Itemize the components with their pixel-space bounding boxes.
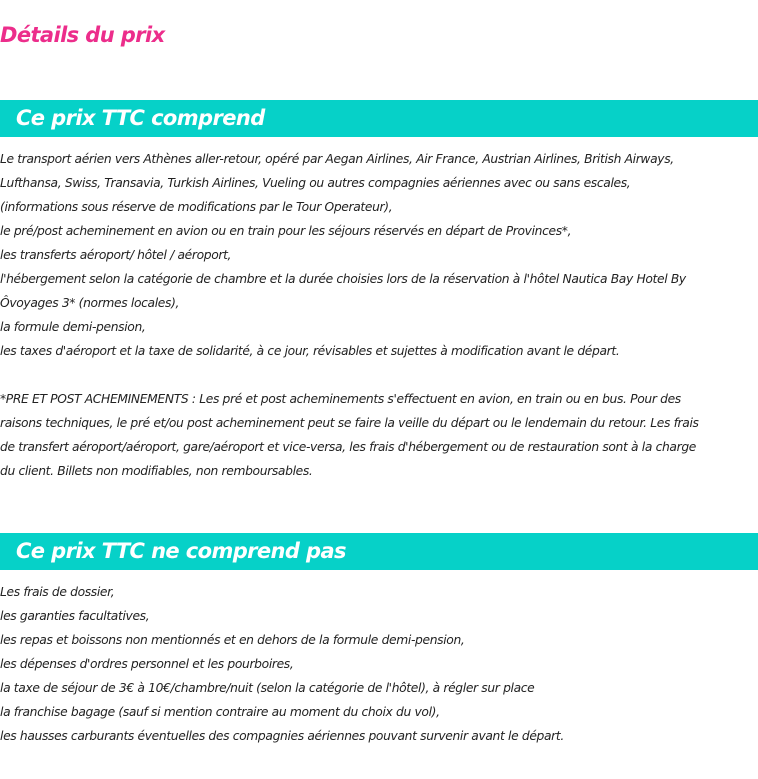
note-line: *PRE ET POST ACHEMINEMENTS : Les pré et post acheminements s'effectuent en avion, en train ou en bus. Pour des: [0, 392, 681, 406]
includes-line: Le transport aérien vers Athènes aller-retour, opéré par Aegan Airlines, Air France, Austrian Airlines, British Airways,: [0, 152, 674, 166]
includes-line: la formule demi-pension,: [0, 320, 146, 334]
excludes-line: les repas et boissons non mentionnés et en dehors de la formule demi-pension,: [0, 633, 465, 647]
excludes-line: la taxe de séjour de 3€ à 10€/chambre/nuit (selon la catégorie de l'hôtel), à régler sur place: [0, 681, 535, 695]
includes-section-heading: Ce prix TTC comprend: [16, 106, 265, 130]
note-line: du client. Billets non modifiables, non remboursables.: [0, 464, 313, 478]
includes-line: (informations sous réserve de modifications par le Tour Operateur),: [0, 200, 393, 214]
includes-list: [0, 147, 758, 363]
excludes-line: les dépenses d'ordres personnel et les pourboires,: [0, 657, 294, 671]
includes-line: les taxes d'aéroport et la taxe de solidarité, à ce jour, révisables et sujettes à modification avant le départ.: [0, 344, 620, 358]
excludes-list: [0, 580, 758, 748]
note-line: de transfert aéroport/aéroport, gare/aéroport et vice-versa, les frais d'hébergement ou de restauration sont à la charge: [0, 440, 696, 454]
includes-section-banner: [0, 100, 758, 137]
pre-post-acheminements-note: [0, 387, 758, 483]
excludes-section-banner: [0, 533, 758, 570]
page-title: Détails du prix: [0, 23, 165, 47]
excludes-section-heading: Ce prix TTC ne comprend pas: [16, 539, 346, 563]
excludes-line: les hausses carburants éventuelles des compagnies aériennes pouvant survenir avant le départ.: [0, 729, 564, 743]
excludes-line: la franchise bagage (sauf si mention contraire au moment du choix du vol),: [0, 705, 440, 719]
excludes-line: les garanties facultatives,: [0, 609, 150, 623]
includes-line: Lufthansa, Swiss, Transavia, Turkish Airlines, Vueling ou autres compagnies aériennes avec ou sans escales,: [0, 176, 631, 190]
includes-line: le pré/post acheminement en avion ou en train pour les séjours réservés en départ de Provinces*,: [0, 224, 572, 238]
note-line: raisons techniques, le pré et/ou post acheminement peut se faire la veille du départ ou le lendemain du retour. Les frais: [0, 416, 699, 430]
excludes-line: Les frais de dossier,: [0, 585, 115, 599]
includes-line: l'hébergement selon la catégorie de chambre et la durée choisies lors de la réservation à l'hôtel Nautica Bay Hotel By: [0, 272, 686, 286]
includes-line: les transferts aéroport/ hôtel / aéroport,: [0, 248, 232, 262]
includes-line: Ôvoyages 3* (normes locales),: [0, 296, 180, 310]
